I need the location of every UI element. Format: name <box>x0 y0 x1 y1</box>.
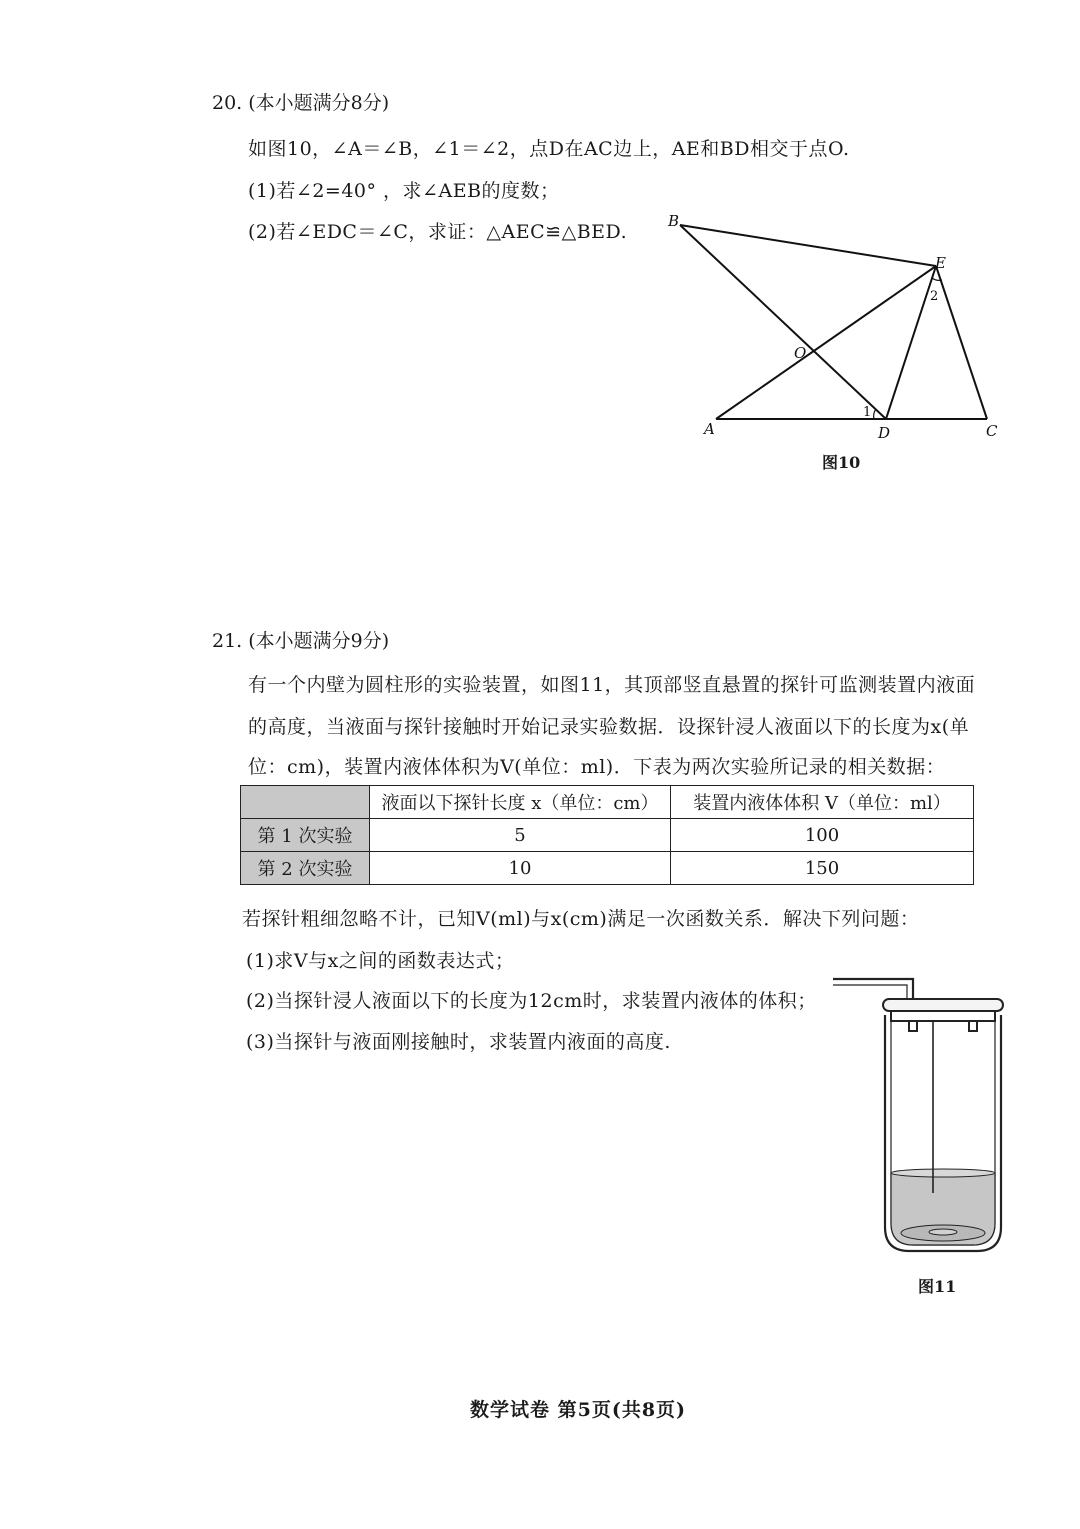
probe-arm <box>833 979 913 999</box>
label-C: C <box>986 422 998 440</box>
label-O: O <box>794 344 807 362</box>
q21-para-line2: 的高度，当液面与探针接触时开始记录实验数据．设探针浸人液面以下的长度为x(单 <box>248 716 970 738</box>
figure-11-caption: 图11 <box>918 1277 957 1296</box>
table-cell-v: 150 <box>671 852 974 885</box>
probe-mount <box>909 1021 917 1031</box>
q21-condition: 若探针粗细忽略不计，已知V(ml)与x(cm)满足一次函数关系．解决下列问题： <box>242 908 920 930</box>
q21-part2: (2)当探针浸人液面以下的长度为12cm时，求装置内液体的体积； <box>246 990 817 1012</box>
lid-seal <box>891 1011 995 1021</box>
q20-stem: 如图10，∠A＝∠B，∠1＝∠2，点D在AC边上，AE和BD相交于点O. <box>248 138 850 160</box>
table-cell-v: 100 <box>671 819 974 852</box>
figure-10-diagram <box>660 200 1020 490</box>
label-angle-1: 1 <box>863 405 872 420</box>
lid <box>883 999 1003 1011</box>
q21-para-line1: 有一个内壁为圆柱形的实验装置，如图11，其顶部竖直悬置的探针可监测装置内液面 <box>248 674 976 696</box>
table-header-v: 装置内液体体积 V（单位：ml） <box>671 786 974 819</box>
q21-header: 21. (本小题满分9分) <box>212 630 390 652</box>
q20-header: 20. (本小题满分8分) <box>212 92 390 114</box>
label-angle-2: 2 <box>930 289 939 304</box>
liquid-surface <box>891 1169 995 1177</box>
q21-para-line3: 位：cm)，装置内液体体积为V(单位：ml)．下表为两次实验所记录的相关数据： <box>248 756 946 778</box>
angle-1-arc <box>874 409 876 419</box>
page-footer: 数学试卷 第5页(共8页) <box>470 1399 687 1421</box>
label-E: E <box>935 254 946 272</box>
label-A: A <box>704 420 715 438</box>
label-B: B <box>668 212 680 230</box>
table-row <box>241 819 974 852</box>
q20-part1: (1)若∠2=40° ，求∠AEB的度数； <box>248 180 560 202</box>
figure-10-caption: 图10 <box>822 453 861 472</box>
table-header-row <box>241 786 974 819</box>
label-D: D <box>878 424 891 442</box>
q21-part3: (3)当探针与液面刚接触时，求装置内液面的高度. <box>246 1031 671 1053</box>
table-row <box>241 852 974 885</box>
table-row-label: 第 2 次实验 <box>241 852 370 885</box>
table-header-x: 液面以下探针长度 x（单位：cm） <box>370 786 671 819</box>
table-corner-cell <box>241 786 370 819</box>
segment-DE <box>886 266 939 419</box>
table-cell-x: 5 <box>370 819 671 852</box>
experiment-table <box>240 785 974 885</box>
segment-EC <box>936 266 987 419</box>
figure-11-apparatus <box>825 965 1015 1265</box>
table-row-label: 第 1 次实验 <box>241 819 370 852</box>
q21-part1: (1)求V与x之间的函数表达式； <box>246 950 515 972</box>
q20-part2: (2)若∠EDC＝∠C，求证：△AEC≌△BED. <box>248 221 628 243</box>
table-cell-x: 10 <box>370 852 671 885</box>
